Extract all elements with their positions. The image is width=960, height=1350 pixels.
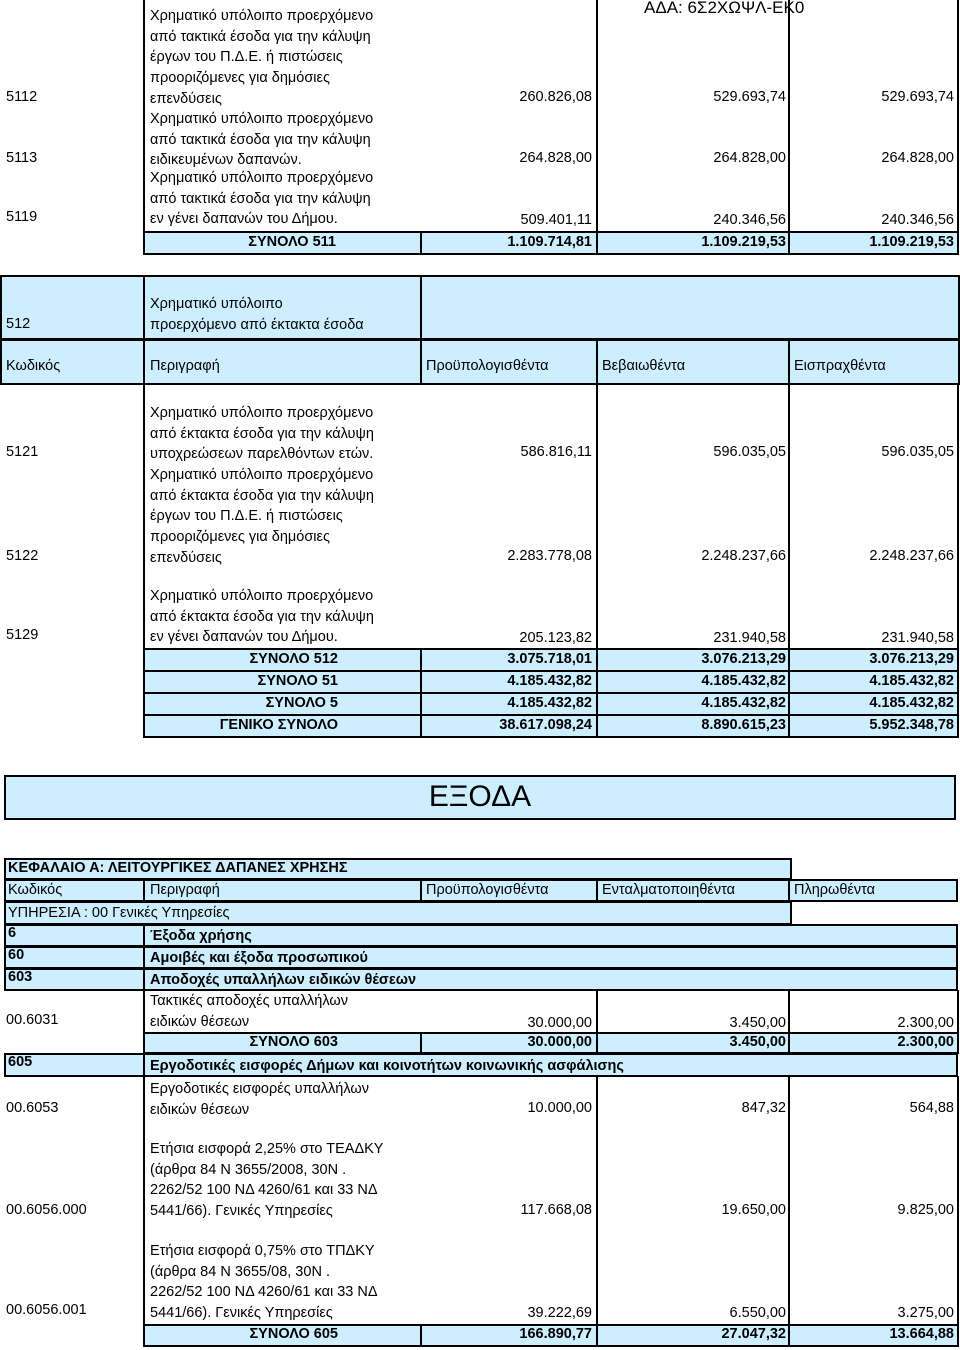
collected-total: 1.109.219,53 — [869, 234, 954, 250]
certified-value: 240.346,56 — [713, 212, 786, 228]
budgeted-value: 30.000,00 — [527, 1015, 592, 1031]
collected-total: 4.185.432,82 — [869, 695, 954, 711]
row-code: 5121 — [6, 444, 39, 460]
budgeted-total: 3.075.718,01 — [507, 651, 592, 667]
collected-value: 231.940,58 — [881, 630, 954, 646]
total-label: ΣΥΝΟΛΟ 603 — [249, 1034, 338, 1050]
budgeted-value: 2.283.778,08 — [507, 548, 592, 564]
budgeted-total: 4.185.432,82 — [507, 673, 592, 689]
collected-total: 4.185.432,82 — [869, 673, 954, 689]
row-code: 5129 — [6, 627, 39, 643]
row-code: 00.6056.001 — [6, 1302, 87, 1318]
certified-value: 2.248.237,66 — [701, 548, 786, 564]
group-6 — [4, 924, 958, 947]
budgeted-value: 264.828,00 — [519, 150, 592, 166]
certified-total: 4.185.432,82 — [701, 695, 786, 711]
group-code: 603 — [8, 969, 33, 985]
row-code: 5112 — [6, 89, 38, 105]
certified-total: 3.076.213,29 — [701, 651, 786, 667]
row-code: 5113 — [6, 150, 38, 166]
row-code: 00.6056.000 — [6, 1202, 87, 1218]
budgeted-total: 30.000,00 — [527, 1034, 592, 1050]
certified-value: 231.940,58 — [713, 630, 786, 646]
paid-value: 564,88 — [909, 1100, 954, 1116]
certified-total: 1.109.219,53 — [701, 234, 786, 250]
header-warranted: Ενταλματοποιηθέντα — [602, 882, 736, 898]
section-code: 512 — [6, 316, 31, 332]
total-label: ΣΥΝΟΛΟ 5 — [265, 695, 338, 711]
row-description: Χρηματικό υπόλοιπο προερχόμενο από τακτικά έσοδα για την κάλυψη εν γένει δαπανών του Δήμου. — [150, 170, 374, 228]
paid-value: 9.825,00 — [897, 1202, 954, 1218]
budgeted-value: 586.816,11 — [520, 444, 592, 460]
row-description: Χρηματικό υπόλοιπο προερχόμενο από έκτακτα έσοδα για την κάλυψη εν γένει δαπανών του Δήμου. — [150, 588, 374, 646]
group-label: Αμοιβές και έξοδα προσωπικού — [150, 950, 368, 966]
row-code: 5119 — [6, 209, 38, 225]
budgeted-grand-total: 38.617.098,24 — [499, 717, 592, 733]
certified-total: 4.185.432,82 — [701, 673, 786, 689]
warranted-value: 19.650,00 — [721, 1202, 786, 1218]
group-label: Εργοδοτικές εισφορές Δήμων και κοινοτήτων κοινωνικής ασφάλισης — [150, 1058, 624, 1074]
budgeted-value: 509.401,11 — [520, 212, 592, 228]
chapter-title: ΚΕΦΑΛΑΙΟ Α: ΛΕΙΤΟΥΡΓΙΚΕΣ ΔΑΠΑΝΕΣ ΧΡΗΣΗΣ — [8, 860, 348, 876]
paid-value: 3.275,00 — [897, 1305, 954, 1321]
total-label: ΣΥΝΟΛΟ 605 — [249, 1326, 338, 1342]
header-code: Κωδικός — [6, 358, 61, 374]
group-code: 605 — [8, 1054, 33, 1070]
row-code: 5122 — [6, 548, 39, 564]
row-description: Χρηματικό υπόλοιπο προερχόμενο από έκτακτα έσοδα για την κάλυψη έργων του Π.Δ.Ε. ή πιστώσεις προοριζόμενες για δημόσιες επενδύσεις — [150, 467, 374, 566]
budgeted-total: 166.890,77 — [519, 1326, 592, 1342]
header-collected: Εισπραχθέντα — [794, 358, 886, 374]
group-code: 60 — [8, 947, 25, 963]
collected-total: 3.076.213,29 — [869, 651, 954, 667]
row-description: Ετήσια εισφορά 2,25% στο ΤΕΑΔΚΥ (άρθρα 84 Ν 3655/2008, 30Ν . 2262/52 100 ΝΔ 4260/61 και 33 ΝΔ 5441/66). Γενικές Υπηρεσίες — [150, 1141, 384, 1220]
service-title: ΥΠΗΡΕΣΙΑ : 00 Γενικές Υπηρεσίες — [8, 905, 230, 921]
paid-total: 2.300,00 — [897, 1034, 954, 1050]
collected-value: 240.346,56 — [881, 212, 954, 228]
row-code: 00.6031 — [6, 1012, 59, 1028]
grand-total-label: ΓΕΝΙΚΟ ΣΥΝΟΛΟ — [219, 717, 338, 733]
row-description: Τακτικές αποδοχές υπαλλήλων ειδικών θέσεων — [150, 993, 348, 1030]
group-code: 6 — [8, 925, 17, 941]
collected-value: 596.035,05 — [881, 444, 954, 460]
warranted-total: 27.047,32 — [721, 1326, 786, 1342]
group-label: Έξοδα χρήσης — [150, 928, 252, 944]
ada-stamp: ΑΔΑ: 6Σ2ΧΩΨΛ-ΕΚ0 — [644, 0, 805, 17]
group-label: Αποδοχές υπαλλήλων ειδικών θέσεων — [150, 972, 417, 988]
total-label: ΣΥΝΟΛΟ 511 — [248, 234, 336, 250]
collected-value: 264.828,00 — [881, 150, 954, 166]
row-description: Χρηματικό υπόλοιπο προερχόμενο από τακτικά έσοδα για την κάλυψη ειδικευμένων δαπανών. — [150, 111, 374, 169]
row-description: Χρηματικό υπόλοιπο προερχόμενο από έκτακτα έσοδα για την κάλυψη υποχρεώσεων παρελθόντων ετών. — [150, 405, 374, 463]
paid-value: 2.300,00 — [897, 1015, 954, 1031]
certified-grand-total: 8.890.615,23 — [701, 717, 786, 733]
budgeted-value: 260.826,08 — [519, 89, 592, 105]
paid-total: 13.664,88 — [889, 1326, 954, 1342]
section-title: Χρηματικό υπόλοιπο προερχόμενο από έκτακτα έσοδα — [150, 296, 364, 333]
collected-grand-total: 5.952.348,78 — [869, 717, 954, 733]
warranted-total: 3.450,00 — [729, 1034, 786, 1050]
row-description: Χρηματικό υπόλοιπο προερχόμενο από τακτικά έσοδα για την κάλυψη έργων του Π.Δ.Ε. ή πιστώσεις προοριζόμενες για δημόσιες επενδύσεις — [150, 8, 374, 107]
header-budgeted: Προϋπολογισθέντα — [426, 358, 549, 374]
budgeted-total: 4.185.432,82 — [507, 695, 592, 711]
budgeted-value: 117.668,08 — [520, 1202, 592, 1218]
row-code: 00.6053 — [6, 1100, 59, 1116]
warranted-value: 3.450,00 — [729, 1015, 786, 1031]
total-label: ΣΥΝΟΛΟ 51 — [257, 673, 338, 689]
warranted-value: 847,32 — [741, 1100, 786, 1116]
group-60 — [4, 946, 958, 969]
budgeted-value: 10.000,00 — [527, 1100, 592, 1116]
certified-value: 529.693,74 — [713, 89, 786, 105]
collected-value: 529.693,74 — [881, 89, 954, 105]
warranted-value: 6.550,00 — [729, 1305, 786, 1321]
header-certified: Βεβαιωθέντα — [602, 358, 686, 374]
header-paid: Πληρωθέντα — [794, 882, 876, 898]
expenses-title: ΕΞΟΔΑ — [428, 780, 532, 813]
certified-value: 264.828,00 — [713, 150, 786, 166]
budgeted-total: 1.109.714,81 — [507, 234, 592, 250]
row-description: Ετήσια εισφορά 0,75% στο ΤΠΔΚΥ (άρθρα 84 Ν 3655/08, 30Ν . 2262/52 100 ΝΔ 4260/61 και 33 ΝΔ 5441/66). Γενικές Υπηρεσίες — [150, 1243, 378, 1322]
row-description: Εργοδοτικές εισφορές υπαλλήλων ειδικών θέσεων — [150, 1081, 369, 1118]
total-label: ΣΥΝΟΛΟ 512 — [249, 651, 338, 667]
budgeted-value: 205.123,82 — [519, 630, 592, 646]
group-603 — [4, 968, 958, 991]
header-code: Κωδικός — [8, 882, 63, 898]
budgeted-value: 39.222,69 — [527, 1305, 592, 1321]
header-budgeted: Προϋπολογισθέντα — [426, 882, 549, 898]
collected-value: 2.248.237,66 — [869, 548, 954, 564]
header-description: Περιγραφή — [150, 358, 220, 374]
certified-value: 596.035,05 — [713, 444, 786, 460]
header-description: Περιγραφή — [150, 882, 220, 898]
